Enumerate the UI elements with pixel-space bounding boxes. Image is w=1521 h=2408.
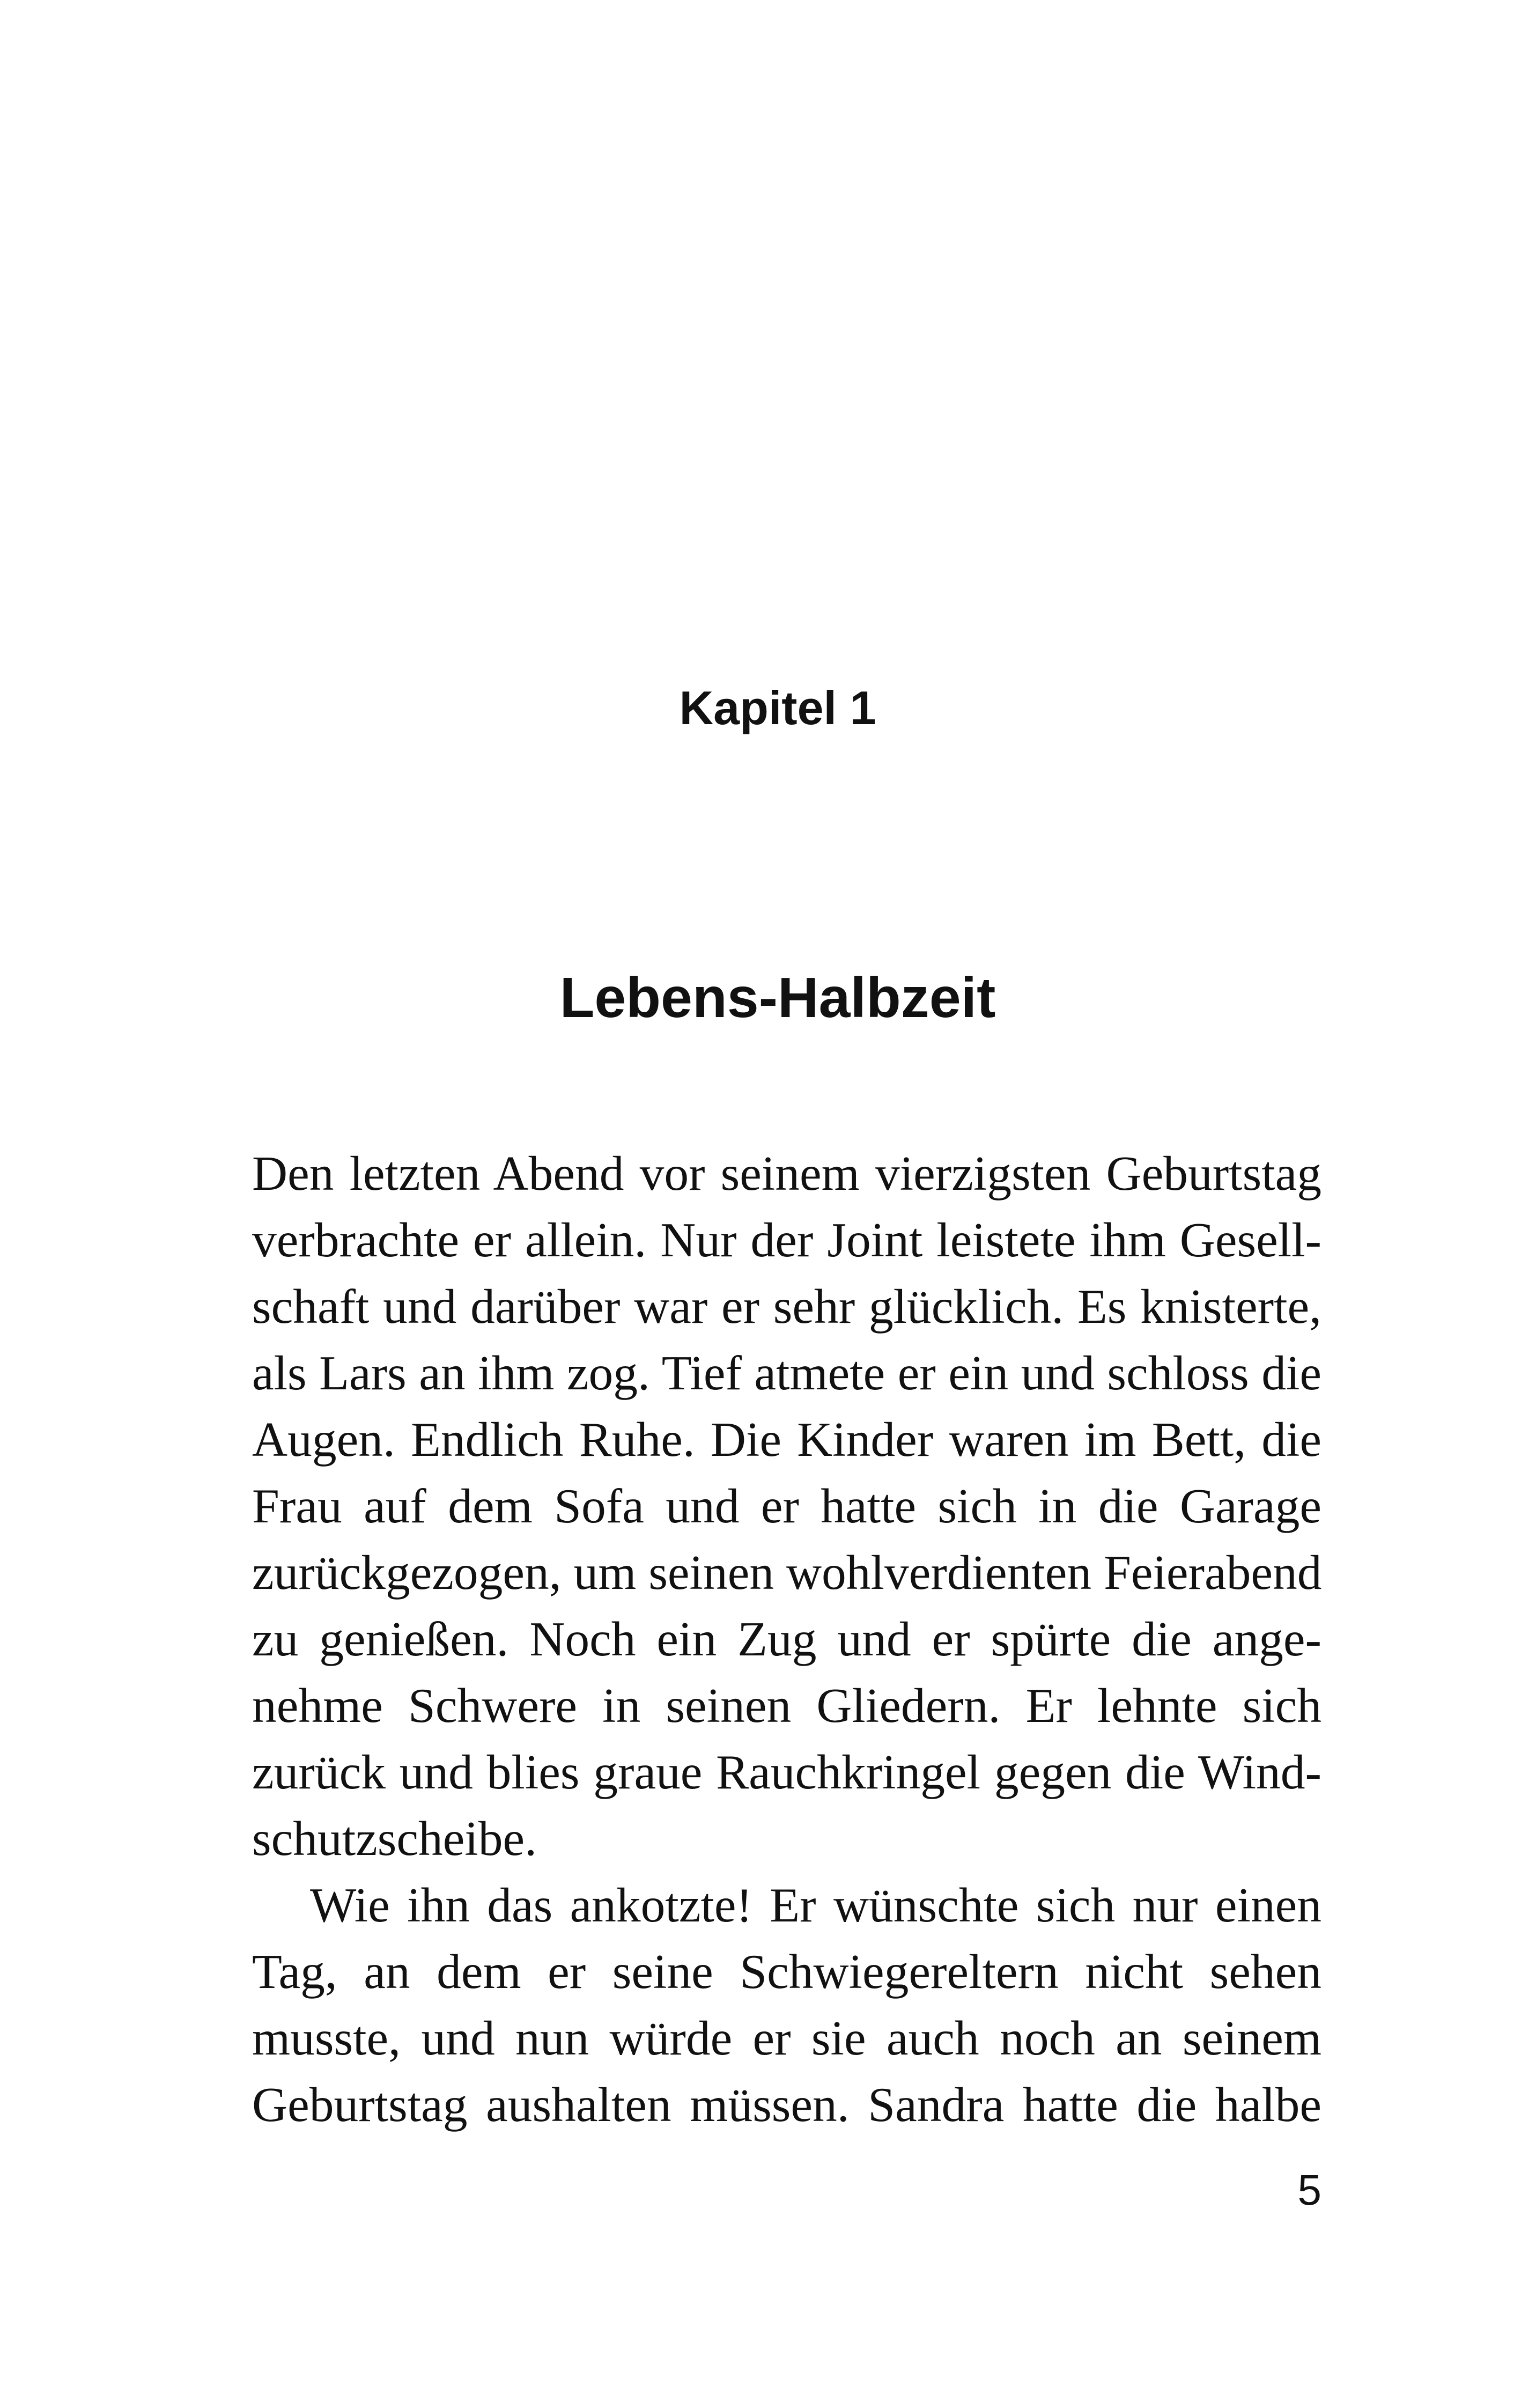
text-line: verbrachte er allein. Nur der Joint leistete ihm Gesell- [252, 1212, 1321, 1267]
body-text [252, 1140, 1321, 2138]
text-line: schaft und darüber war er sehr glücklich. Es knisterte, [252, 1279, 1321, 1334]
text-line: zurückgezogen, um seinen wohlverdienten Feierabend [252, 1545, 1322, 1600]
text-line: zu genießen. Noch ein Zug und er spürte die ange- [252, 1611, 1321, 1666]
text-line: Den letzten Abend vor seinem vierzigsten Geburtstag [252, 1146, 1321, 1201]
text-line: nehme Schwere in seinen Gliedern. Er lehnte sich [252, 1678, 1321, 1733]
paragraph [252, 1872, 1321, 2138]
text-line: Augen. Endlich Ruhe. Die Kinder waren im Bett, die [252, 1412, 1321, 1467]
text-line: musste, und nun würde er sie auch noch an seinem [252, 2011, 1321, 2065]
text-line: als Lars an ihm zog. Tief atmete er ein und schloss die [252, 1345, 1321, 1400]
page-number: 5 [1297, 2166, 1321, 2214]
chapter-title: Lebens-Halbzeit [559, 966, 996, 1029]
text-line: Geburtstag aushalten müssen. Sandra hatte die halbe [252, 2077, 1321, 2132]
text-line: Wie ihn das ankotzte! Er wünschte sich nur einen [310, 1877, 1321, 1932]
text-line: Tag, an dem er seine Schwiegereltern nicht sehen [252, 1944, 1321, 1999]
chapter-label: Kapitel 1 [679, 681, 876, 734]
text-line: Frau auf dem Sofa und er hatte sich in die Garage [252, 1478, 1321, 1533]
paragraph [252, 1140, 1321, 1872]
text-line: schutzscheibe. [252, 1811, 537, 1866]
text-line: zurück und blies graue Rauchkringel gegen die Wind- [252, 1744, 1321, 1799]
